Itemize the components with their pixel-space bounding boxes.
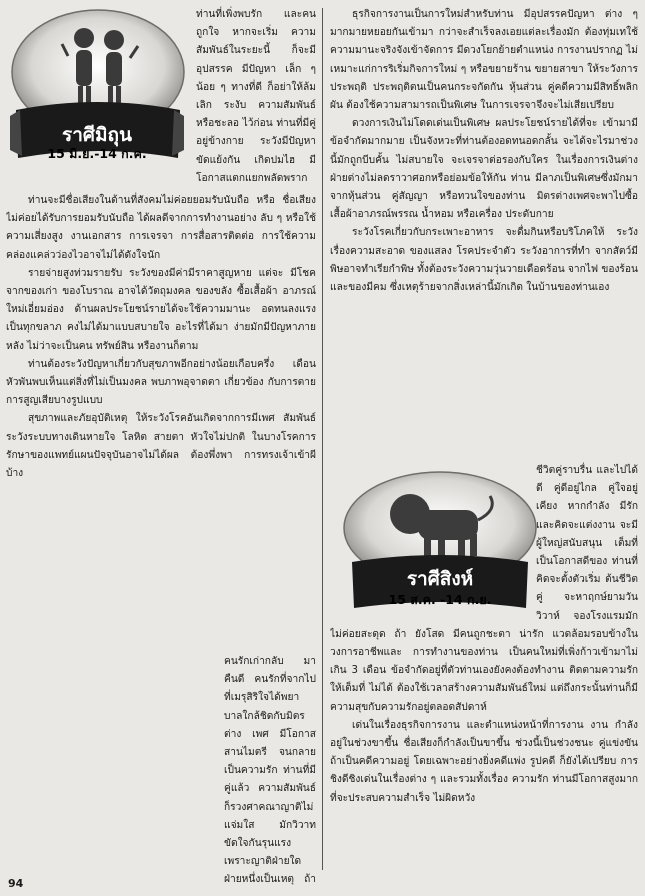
gemini-paragraph-3: รายจ่ายสูงท่วมรายรับ ระวังของมีค่ามีราคาสูญหาย แต่จะ มีโชคจากของเก่า ของโบราณ อาจได้วัตถุมงคล ของขลัง ซื้อเสื้อผ้า อาภรณ์ใหม่เอี่ยมอ่อง ด้านผลประโยชน์รายได้จะใช้ความมานะ อดทนลงแรง เป็นทุกขลาภ คงไม่ได้มาแบบสบายใจ อะไรที่ได้มา ง่ายมักมีปัญหาภายหลัง ไม่ว่าจะเป็นคน ทรัพย์สิน หรืองานก็ตาม [6, 267, 316, 352]
cancer-paragraph-1: คนรักเก่ากลับ มาคืนดี คนรักที่จากไป ที่เมรุสิริใจได้พยา บาลใกล้ชิดกับมิตรต่าง เพศ มีโอกาสสานไมตรี จนกลายเป็นความรัก ท่านที่มีคู่แล้ว ความสัมพันธ์ก็รวงศาคณาญาติไม่แจ่มใส มักวิวาท ขัดใจกันรุนแรงเพราะญาติฝ่ายใดฝ่ายหนึ่งเป็นเหตุ ถ้า [224, 656, 316, 886]
gemini-paragraph-2: ท่านจะมีชื่อเสียงในด้านที่สังคมไม่ค่อยยอมรับนับถือ หรือ ชื่อเสียงไม่ค่อยได้รับการยอมรับนับถือ ได้ผลดีจากการทำงานอย่าง ลับ ๆ หรือใช้ความเสี่ยงสูง งานเอกสาร การเจรจา การสื่อสารติดต่อ การใช้ความคล่องแคล่วว่องไวอาจไม่ได้ดังใจนัก [6, 195, 316, 261]
column-divider [322, 8, 323, 870]
gemini-emblem [6, 6, 188, 164]
cancer-text [6, 653, 316, 889]
left-column [6, 6, 316, 646]
gemini-paragraph-5: สุขภาพและภัยอุบัติเหตุ ให้ระวังโรคอันเกิดจากการมีเพศ สัมพันธ์ ระวังระบบทางเดินหายใจ โลหิต สายตา หัวใจไม่ปกติ ในบางโรคการรักษาของแพทย์แผนปัจจุบันอาจไม่ได้ผล ต้องพึ่งพา การทรงเจ้าเข้าผีบ้าง [6, 413, 316, 480]
gemini-title: ราศีมิถุน [62, 124, 132, 146]
leo-text [330, 462, 638, 872]
leo-emblem-spacer [330, 470, 536, 620]
leo-paragraph-1: ชีวิตคู่ราบรื่น และไปได้ดี คู่ดีอยู่ไกล คู่ใจอยู่เคียง หากกำลัง มีรักและคิดจะแต่งงาน จะมีผู้ใหญ่สนับสนุน เต็มที่ เป็นโอกาสดีของ ท่านที่คิดจะตั้งตัวเริ่ม ต้นชีวิตคู่ จะหาฤกษ์ยามวันวิวาห์ จองโรงแรมมักไม่ค่อยสะดุด ถ้า ยังโสด มีคนถูกชะตา น่ารัก แวดล้อมรอบข้างในวงการอาชีพและ การทำงานของท่าน เป็นคนใหม่ที่เพิ่งก้าวเข้ามาไม่เกิน 3 เดือน ข้อจำกัดอยู่ที่ตัวท่านเองยังคงต้องทำงาน ติดตามความรักให้เต็มที่ ไม่ได้ ต้องใช้เวลาสร้างความสัมพันธ์ใหม่ แต่ถึงกระนั้นท่านก็มี ความสุขกับความรักอยู่ตลอดสัปดาห์ [330, 465, 638, 713]
right-paragraph-1: ธุรกิจการงานเป็นการใหม่สำหรับท่าน มีอุปสรรคปัญหา ต่าง ๆ มากมายหยอยกันเข้ามา กว่าจะสำเร็จลงเอยแต่ละเรื่องมัก ต้องทุ่มเทใช้ความมานะจริงจังเข้าจัดการ มีดวงโยกย้ายตำแหน่ง การงานปรากฏ ไม่เหมาะแก่การริเริ่มกิจการใหม่ ๆ หรือขยายร้าน ขยายสาขา ให้ระวังการประพฤติ ประพฤติตนเป็นคนกระจกัดกัน หุ้นส่วน คู่คดีความมีสิทธิ์พลิกผัน ต้องใช้ความสามารถเป็นพิเศษ ในการเจรจาจึงจะไม่เสียเปรียบ [330, 9, 638, 112]
gemini-paragraph-1: ท่านที่เพิ่งพบรัก และคนถูกใจ หากจะเริ่ม ความสัมพันธ์ในระยะนี้ ก็จะมีอุปสรรค มีปัญหา เล็ก ๆ น้อย ๆ ทางที่ดี ก็อย่าให้ล้มเลิก ระงับ ความสัมพันธ์ หรือชะลอ ไว้ก่อน ท่านที่มีคู่อยู่ข้างกาย ระวังมีปัญหาขัดแย้งกัน เกิดปมไฮ มีโอกาสแตกแยกพลัดพราก [196, 9, 316, 184]
right-paragraph-2: ดวงการเงินไม่โดดเด่นเป็นพิเศษ ผลประโยชน์รายได้ที่จะ เข้ามามีข้อจำกัดมากมาย เป็นจังหวะที่ท่านต้องอดทนอดกลั้น จะได้จะไรมาช่วงนี้มักถูกบีบคั้น ไม่สบายใจ จะเจรจาต่อรองกับใคร ในเรื่องการเงินต่างฝ่ายต่างไม่ลดราวาศอกหรือย่อมข้อให้กัน ท่าน มีลาภเป็นพิเศษซึ่งมักมาจากหุ้นส่วน คู่สัญญา หรือทวนใจของท่าน มิตรต่างเพศจะพาไปซื้อเสื้อผ้าอาภรณ์พรรณ น้ำหอม หรือเครื่อง ประดับกาย [330, 118, 638, 221]
leo-title: ราศีสิงห์ [406, 568, 474, 590]
gemini-dates: 15 มิ.ย.-14 ก.ค. [47, 146, 147, 161]
right-column [330, 6, 638, 462]
page-number: 94 [8, 877, 24, 890]
right-paragraph-3: ระวังโรคเกี่ยวกับกระเพาะอาหาร จะดื่มกินหรือบริโภคให้ ระวังเรื่องความสะอาด ของแสลง โรคประจำตัว ระวังอาการที่ทำ จากสัตว์มีพิษอาจทำเรียกำพิษ ทั้งต้องระวังความวุ่นวายเดือดร้อน จากไฟ ของร้อนและของมีคม ซึ่งเหตุร้ายจากสิ่งเหล่านี้มักเกิด ในบ้านของท่านเอง [330, 227, 638, 294]
leo-dates: 15 ส.ค. -14 ก.ย. [388, 592, 492, 607]
gemini-paragraph-4: ท่านต้องระวังปัญหาเกี่ยวกับสุขภาพอีกอย่างน้อยเกือบครึ่ง เดือน หัวพันพบเห็นแต่สิ่งที่ไม่เป็นมงคล พบภาพอุจาดตา เกี่ยวข้อง กับการตาย การสูญเสียบางรูปแบบ [6, 358, 316, 407]
leo-paragraph-2: เด่นในเรื่องธุรกิจการงาน และตำแหน่งหน้าที่การงาน งาน กำลังอยู่ในช่วงขาขึ้น ชื่อเสียงก็กำลังเป็นขาขึ้น ช่วงนี้เป็นช่วงชนะ คู่แข่งขัน ถ้าเป็นคดีความอยู่ โดยเฉพาะอย่างยิ่งคดีแพ่ง รูปคดี ก็ยังได้เปรียบ การชิงดีชิงเด่นในเรื่องต่าง ๆ และรวมทั้งเรื่อง ความรัก ท่านมีโอกาสสูงมากที่จะประสบความสำเร็จ ไม่ผิดหวัง [330, 719, 638, 804]
